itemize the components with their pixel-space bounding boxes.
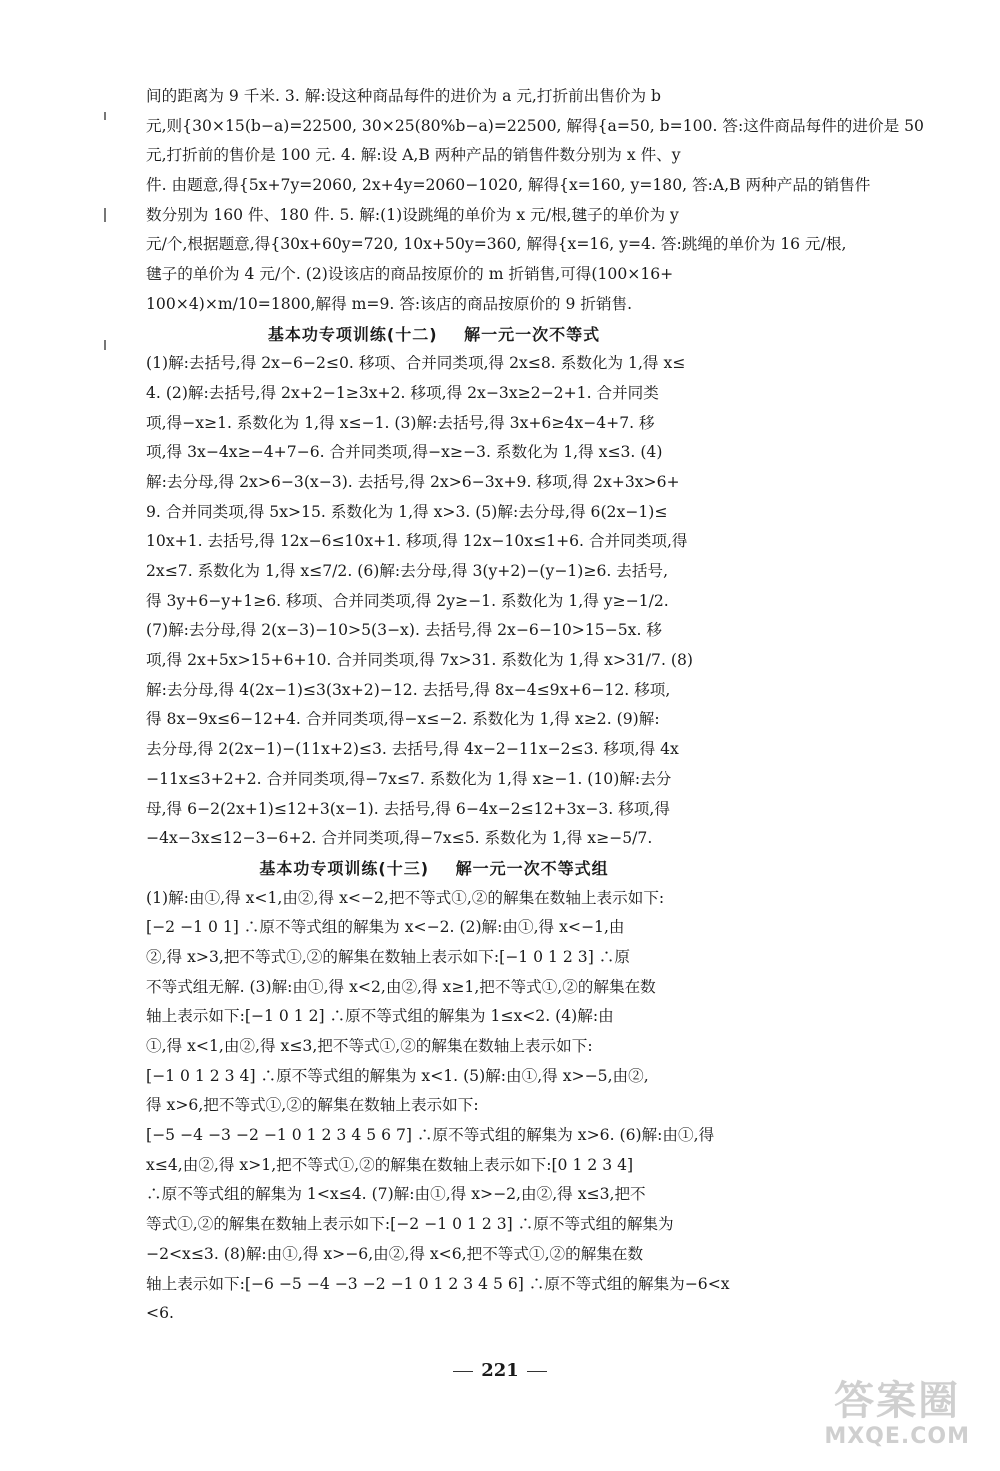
text-line: ②,得 x>3,把不等式①,②的解集在数轴上表示如下:[−1 0 1 2 3] ∴原 — [146, 947, 630, 966]
text-line: (1)解:去括号,得 2x−6−2≤0. 移项、合并同类项,得 2x≤8. 系数化为 1,得 x≤ — [146, 354, 686, 373]
page-number-value: 221 — [481, 1360, 519, 1381]
text-line: 等式①,②的解集在数轴上表示如下:[−2 −1 0 1 2 3] ∴原不等式组的解集为 — [146, 1215, 674, 1234]
section-heading-13 — [146, 854, 722, 884]
text-line: (7)解:去分母,得 2(x−3)−10>5(3−x). 去括号,得 2x−6−10>15−5x. 移 — [146, 621, 662, 640]
text-line: 件. 由题意,得{5x+7y=2060, 2x+4y=2060−1020, 解得{x=160, y=180, 答:A,B 两种产品的销售件 — [146, 176, 871, 195]
text-line: 项,得 3x−4x≥−4+7−6. 合并同类项,得−x≥−3. 系数化为 1,得 x≤3. (4) — [146, 443, 663, 462]
text-line: −4x−3x≤12−3−6+2. 合并同类项,得−7x≤5. 系数化为 1,得 x≥−5/7. — [146, 829, 653, 848]
text-line: 去分母,得 2(2x−1)−(11x+2)≤3. 去括号,得 4x−2−11x−2≤3. 移项,得 4x — [146, 740, 679, 759]
margin-mark-1 — [104, 112, 106, 120]
text-line: 解:去分母,得 4(2x−1)≤3(3x+2)−12. 去括号,得 8x−4≤9x+6−12. 移项, — [146, 680, 671, 699]
text-line: [−2 −1 0 1] ∴原不等式组的解集为 x<−2. (2)解:由①,得 x<−1,由 — [146, 918, 625, 937]
part2-section — [146, 349, 722, 854]
text-line: 得 8x−9x≤6−12+4. 合并同类项,得−x≤−2. 系数化为 1,得 x≥2. (9)解: — [146, 710, 660, 729]
text-line: 解:去分母,得 2x>6−3(x−3). 去括号,得 2x>6−3x+9. 移项,得 2x+3x>6+ — [146, 472, 680, 491]
text-line: 得 x>6,把不等式①,②的解集在数轴上表示如下: — [146, 1096, 479, 1115]
text-line: 元,则{30×15(b−a)=22500, 30×25(80%b−a)=22500, 解得{a=50, b=100. 答:这件商品每件的进价是 50 — [146, 116, 924, 135]
heading-13-subtitle: 解一元一次不等式组 — [455, 858, 609, 878]
text-line: 得 3y+6−y+1≥6. 移项、合并同类项,得 2y≥−1. 系数化为 1,得 y≥−1/2. — [146, 591, 669, 610]
text-line: 4. (2)解:去括号,得 2x+2−1≥3x+2. 移项,得 2x−3x≥2−2+1. 合并同类 — [146, 383, 659, 402]
heading-13-title: 基本功专项训练(十三) — [259, 858, 430, 878]
text-line: 不等式组无解. (3)解:由①,得 x<2,由②,得 x≥1,把不等式①,②的解集在数 — [146, 977, 656, 996]
text-line: [−1 0 1 2 3 4] ∴原不等式组的解集为 x<1. (5)解:由①,得 x>−5,由②, — [146, 1066, 649, 1085]
watermark — [824, 1378, 970, 1449]
text-line: 轴上表示如下:[−6 −5 −4 −3 −2 −1 0 1 2 3 4 5 6] ∴原不等式组的解集为−6<x — [146, 1274, 730, 1293]
text-line: −2<x≤3. (8)解:由①,得 x>−6,由②,得 x<6,把不等式①,②的解集在数 — [146, 1244, 644, 1263]
text-line: [−5 −4 −3 −2 −1 0 1 2 3 4 5 6 7] ∴原不等式组的解集为 x>6. (6)解:由①,得 — [146, 1126, 715, 1145]
text-line: 母,得 6−2(2x+1)≤12+3(x−1). 去括号,得 6−4x−2≤12+3x−3. 移项,得 — [146, 799, 670, 818]
watermark-en: MXQE.COM — [824, 1424, 970, 1449]
text-line: 2x≤7. 系数化为 1,得 x≤7/2. (6)解:去分母,得 3(y+2)−(y−1)≥6. 去括号, — [146, 562, 669, 580]
part3-section — [146, 884, 730, 1329]
text-line: −11x≤3+2+2. 合并同类项,得−7x≤7. 系数化为 1,得 x≥−1. (10)解:去分 — [146, 769, 672, 788]
heading-12-title: 基本功专项训练(十二) — [267, 324, 438, 344]
text-line: ①,得 x<1,由②,得 x≤3,把不等式①,②的解集在数轴上表示如下: — [146, 1037, 593, 1055]
section-heading-12 — [146, 320, 722, 350]
text-line: 数分别为 160 件、180 件. 5. 解:(1)设跳绳的单价为 x 元/根,毽子的单价为 y — [146, 205, 679, 224]
answer-text — [146, 82, 924, 1329]
text-line: 9. 合并同类项,得 5x>15. 系数化为 1,得 x>3. (5)解:去分母,得 6(2x−1)≤ — [146, 502, 668, 521]
page-number-dash-right — [527, 1371, 547, 1372]
text-line: (1)解:由①,得 x<1,由②,得 x<−2,把不等式①,②的解集在数轴上表示如下: — [146, 888, 665, 907]
text-line: 元,打折前的售价是 100 元. 4. 解:设 A,B 两种产品的销售件数分别为 x 件、y — [146, 146, 681, 165]
part1-section — [146, 82, 924, 320]
text-line: 10x+1. 去括号,得 12x−6≤10x+1. 移项,得 12x−10x≤1+6. 合并同类项,得 — [146, 532, 688, 551]
text-line: 项,得−x≥1. 系数化为 1,得 x≤−1. (3)解:去括号,得 3x+6≥4x−4+7. 移 — [146, 413, 655, 432]
heading-12-subtitle: 解一元一次不等式 — [464, 324, 601, 344]
text-line: <6. — [146, 1304, 174, 1323]
margin-mark-2 — [104, 208, 106, 222]
margin-mark-3 — [104, 340, 106, 350]
text-line: x≤4,由②,得 x>1,把不等式①,②的解集在数轴上表示如下:[0 1 2 3 4] — [146, 1155, 634, 1174]
page-number-dash-left — [453, 1371, 473, 1372]
text-line: 元/个,根据题意,得{30x+60y=720, 10x+50y=360, 解得{x=16, y=4. 答:跳绳的单价为 16 元/根, — [146, 235, 847, 254]
text-line: 项,得 2x+5x>15+6+10. 合并同类项,得 7x>31. 系数化为 1,得 x>31/7. (8) — [146, 651, 693, 670]
watermark-cn: 答案圈 — [834, 1378, 961, 1424]
text-line: 100×4)×m/10=1800,解得 m=9. 答:该店的商品按原价的 9 折销售. — [146, 294, 633, 313]
text-line: 轴上表示如下:[−1 0 1 2] ∴原不等式组的解集为 1≤x<2. (4)解:由 — [146, 1007, 614, 1026]
text-line: 间的距离为 9 千米. 3. 解:设这种商品每件的进价为 a 元,打折前出售价为 b — [146, 87, 661, 105]
text-line: 毽子的单价为 4 元/个. (2)设该店的商品按原价的 m 折销售,可得(100×16+ — [146, 265, 674, 284]
text-line: ∴原不等式组的解集为 1<x≤4. (7)解:由①,得 x>−2,由②,得 x≤3,把不 — [146, 1185, 646, 1204]
